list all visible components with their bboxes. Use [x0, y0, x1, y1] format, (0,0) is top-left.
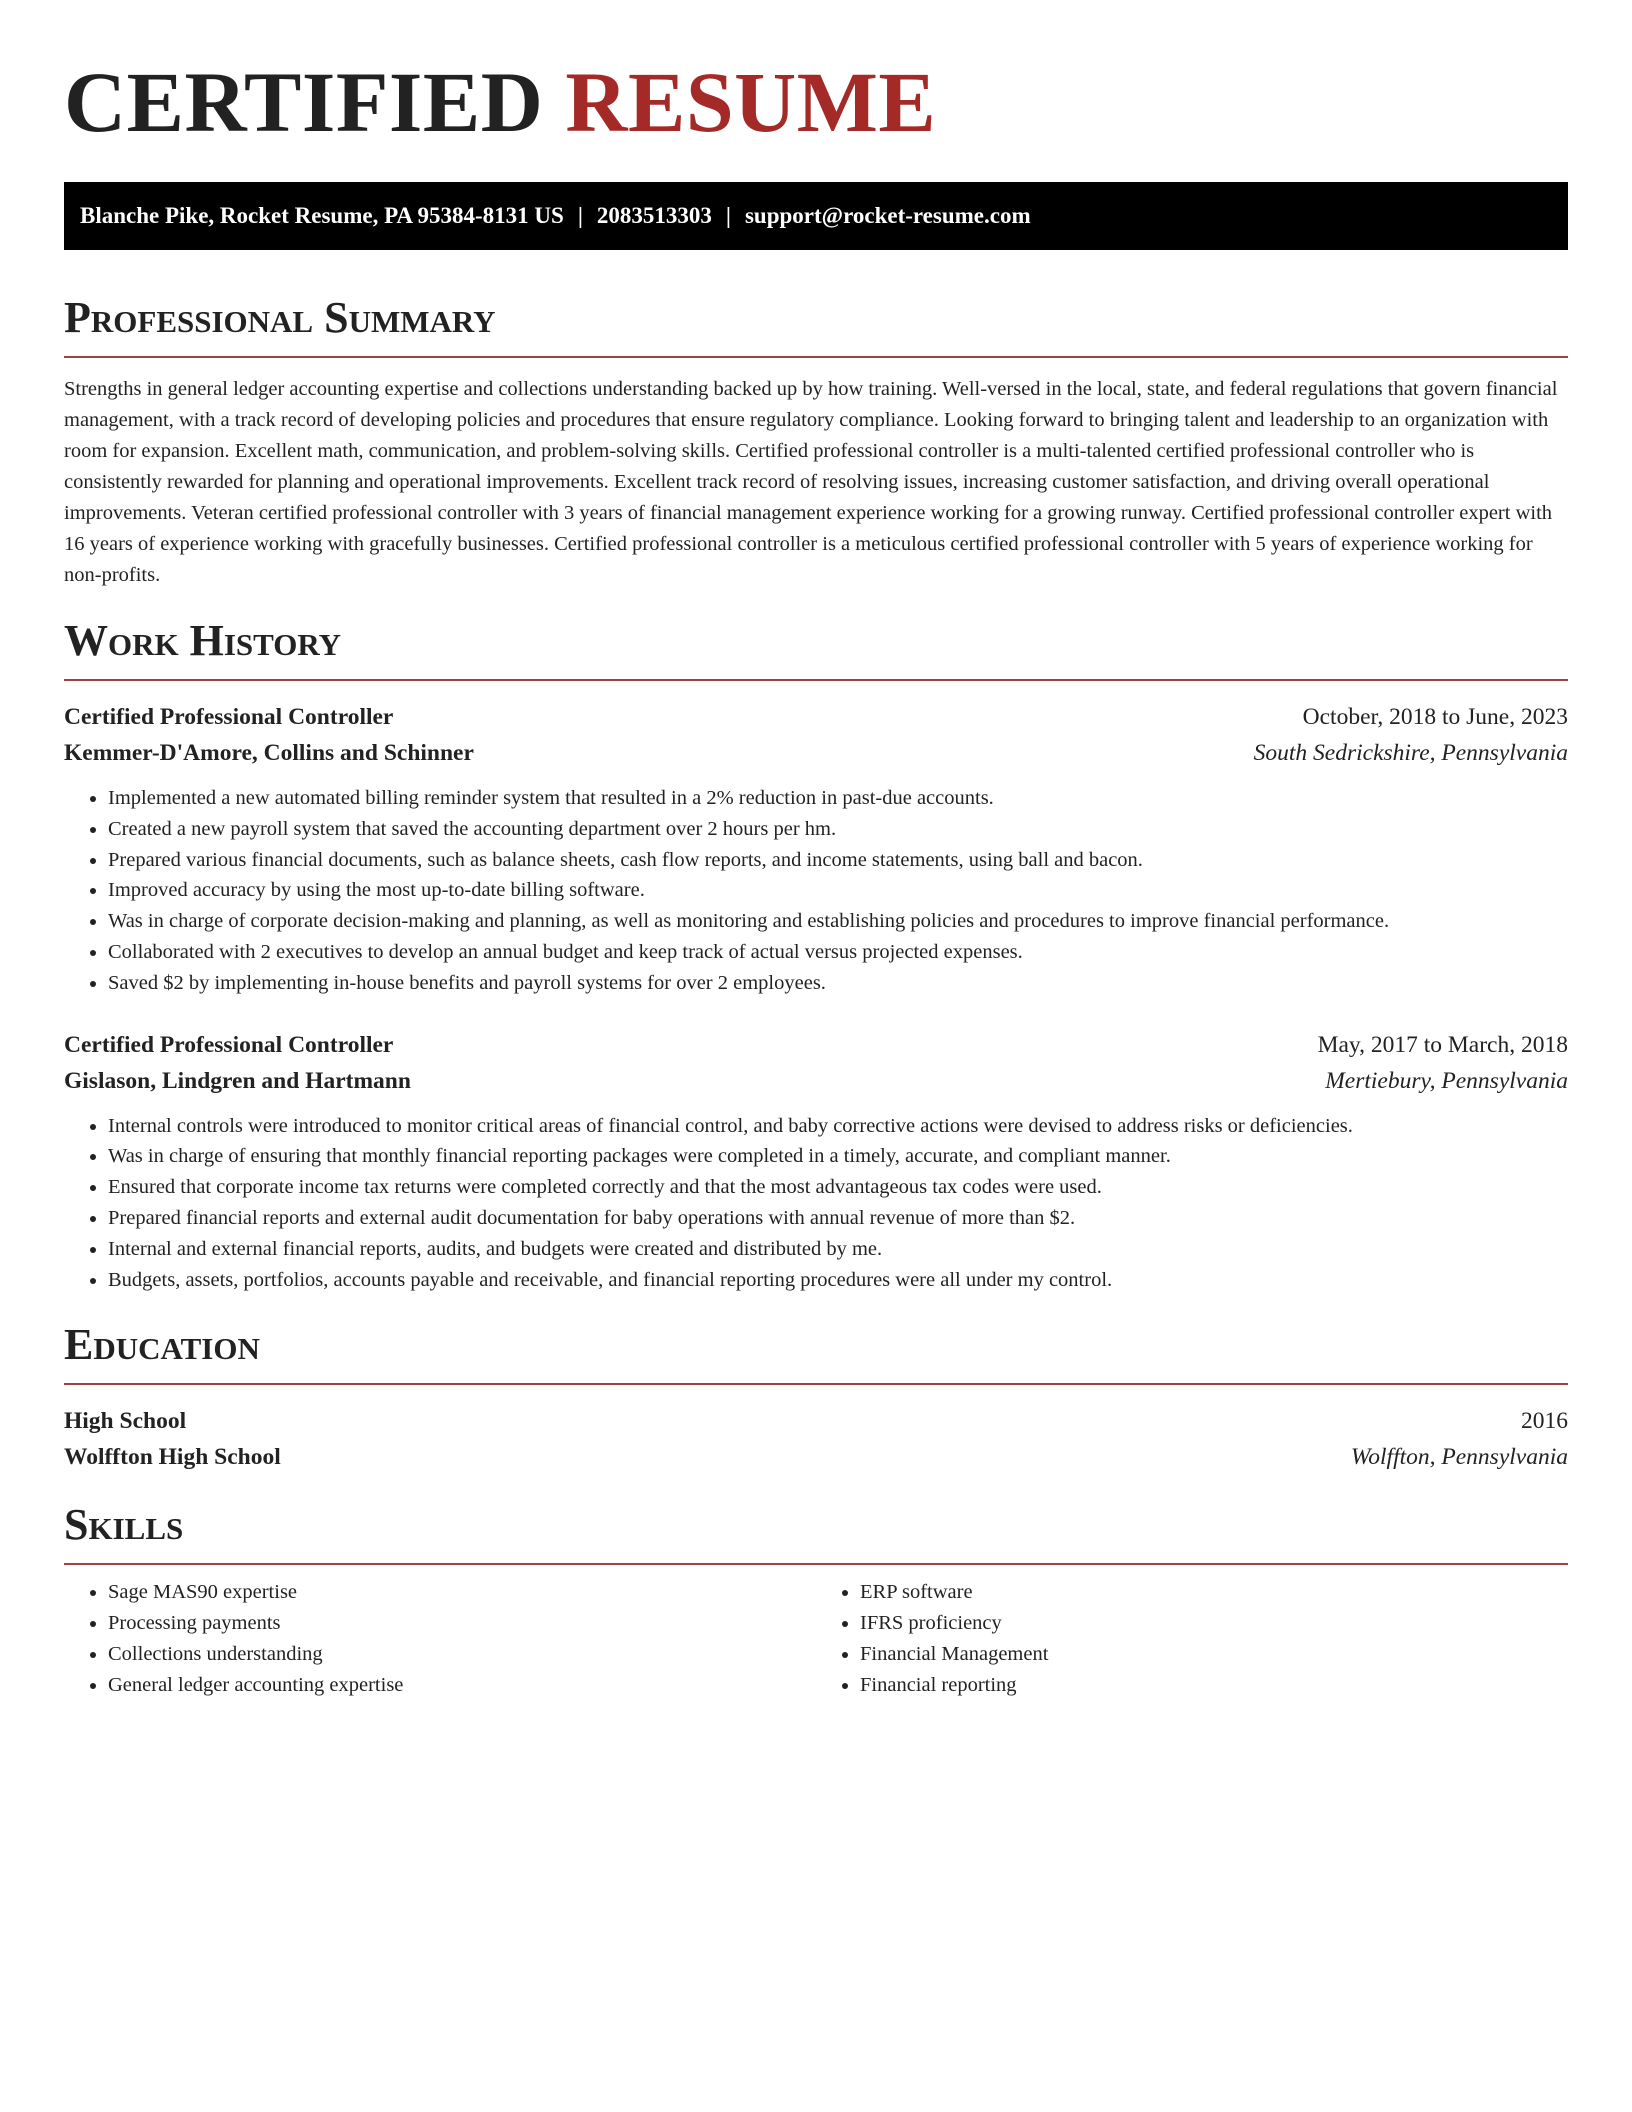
- education-header-row: [64, 1403, 1568, 1439]
- education-entry: [64, 1403, 1568, 1475]
- title-part2: RESUME: [565, 54, 937, 150]
- contact-separator: |: [725, 203, 731, 228]
- job-bullets: [64, 783, 1568, 999]
- skill-item: • Sage MAS90 expertise: [108, 1577, 816, 1608]
- skill-item: • ERP software: [860, 1577, 1568, 1608]
- job-location: South Sedrickshire, Pennsylvania: [1253, 740, 1568, 766]
- skill-item: • Financial reporting: [860, 1670, 1568, 1701]
- section-divider: [64, 1383, 1568, 1385]
- work-history-section: [64, 617, 1568, 1295]
- education-location: Wolffton, Pennsylvania: [1350, 1444, 1568, 1471]
- skills-columns: [64, 1577, 1568, 1701]
- skill-item: • Processing payments: [108, 1608, 816, 1639]
- job-location: Mertiebury, Pennsylvania: [1325, 1067, 1568, 1094]
- education-degree: High School: [64, 1408, 187, 1435]
- job-bullet: • Prepared financial reports and external audit documentation for baby operations with annual revenue of more than $2.: [108, 1203, 1568, 1234]
- job-title: Certified Professional Controller: [64, 704, 394, 730]
- skill-item: • IFRS proficiency: [860, 1608, 1568, 1639]
- job-bullet: • Prepared various financial documents, such as balance sheets, cash flow reports, and income statements, using ball and bacon.: [108, 845, 1568, 876]
- skills-list-right: [816, 1577, 1568, 1701]
- job-bullet: • Budgets, assets, portfolios, accounts payable and receivable, and financial reporting procedures were all under my control.: [108, 1265, 1568, 1296]
- job-bullet: • Created a new payroll system that saved the accounting department over 2 hours per hm.: [108, 814, 1568, 845]
- job-entry: [64, 1027, 1568, 1296]
- job-bullet: • Was in charge of corporate decision-making and planning, as well as monitoring and establishing policies and procedures to improve financial performance.: [108, 906, 1568, 937]
- skills-section: [64, 1501, 1568, 1701]
- job-company-row: [64, 735, 1568, 771]
- skill-item: • Collections understanding: [108, 1639, 816, 1670]
- job-bullet: • Saved $2 by implementing in-house benefits and payroll systems for over 2 employees.: [108, 968, 1568, 999]
- job-bullet: • Internal controls were introduced to monitor critical areas of financial control, and baby corrective actions were devised to address risks or deficiencies.: [108, 1111, 1568, 1142]
- contact-bar: [64, 182, 1568, 250]
- job-header-row: [64, 699, 1568, 735]
- contact-phone: 2083513303: [596, 203, 712, 228]
- summary-heading: Professional Summary: [64, 293, 496, 342]
- job-bullet: • Internal and external financial reports, audits, and budgets were created and distributed by me.: [108, 1234, 1568, 1265]
- education-year: 2016: [1521, 1408, 1568, 1435]
- job-bullet: • Improved accuracy by using the most up-to-date billing software.: [108, 875, 1568, 906]
- contact-address: Blanche Pike, Rocket Resume, PA 95384-8131 US: [80, 203, 564, 228]
- skills-heading: Skills: [64, 1500, 184, 1550]
- job-bullets: [64, 1111, 1568, 1296]
- section-divider: [64, 356, 1568, 358]
- job-dates: October, 2018 to June, 2023: [1302, 704, 1568, 730]
- job-company: Gislason, Lindgren and Hartmann: [64, 1067, 411, 1094]
- work-history-heading: Work History: [64, 616, 342, 665]
- skill-item: • General ledger accounting expertise: [108, 1670, 816, 1701]
- job-bullet: • Implemented a new automated billing reminder system that resulted in a 2% reduction in past-due accounts.: [108, 783, 1568, 814]
- education-section: [64, 1321, 1568, 1475]
- contact-email: support@rocket-resume.com: [744, 203, 1031, 228]
- job-header-row: [64, 1027, 1568, 1063]
- job-title: Certified Professional Controller: [64, 1031, 394, 1058]
- job-bullet: • Collaborated with 2 executives to develop an annual budget and keep track of actual versus projected expenses.: [108, 937, 1568, 968]
- skill-item: • Financial Management: [860, 1639, 1568, 1670]
- education-school: Wolffton High School: [64, 1444, 281, 1471]
- job-bullet: • Ensured that corporate income tax returns were completed correctly and that the most advantageous tax codes were used.: [108, 1172, 1568, 1203]
- title-part1: CERTIFIED: [64, 54, 544, 150]
- job-company: Kemmer-D'Amore, Collins and Schinner: [64, 740, 474, 766]
- education-heading: Education: [64, 1320, 260, 1370]
- job-entry: [64, 699, 1568, 999]
- job-dates: May, 2017 to March, 2018: [1317, 1031, 1568, 1058]
- job-bullet: • Was in charge of ensuring that monthly financial reporting packages were completed in a timely, accurate, and compliant manner.: [108, 1141, 1568, 1172]
- job-company-row: [64, 1063, 1568, 1099]
- education-school-row: [64, 1439, 1568, 1475]
- section-divider: [64, 679, 1568, 681]
- summary-section: [64, 294, 1568, 591]
- section-divider: [64, 1563, 1568, 1565]
- skills-list-left: [64, 1577, 816, 1701]
- resume-title: [64, 0, 1568, 152]
- contact-separator: |: [577, 203, 583, 228]
- summary-text: Strengths in general ledger accounting expertise and collections understanding backed up by how training. Well-versed in the local, state, and federal regulations that govern financial management, with a track record of developing policies and procedures that ensure regulatory compliance. Looking forward to bringing talent and leadership to an organization with room for expansion. Excellent math, communication, and problem-solving skills. Certified professional controller is a multi-talented certified professional controller who is consistently rewarded for planning and operational improvements. Excellent track record of resolving issues, increasing customer satisfaction, and driving overall operational improvements. Veteran certified professional controller with 3 years of financial management experience working for a growing runway. Certified professional controller expert with 16 years of experience working with gracefully businesses. Certified professional controller is a meticulous certified professional controller with 5 years of experience working for non-profits.: [64, 378, 1558, 586]
